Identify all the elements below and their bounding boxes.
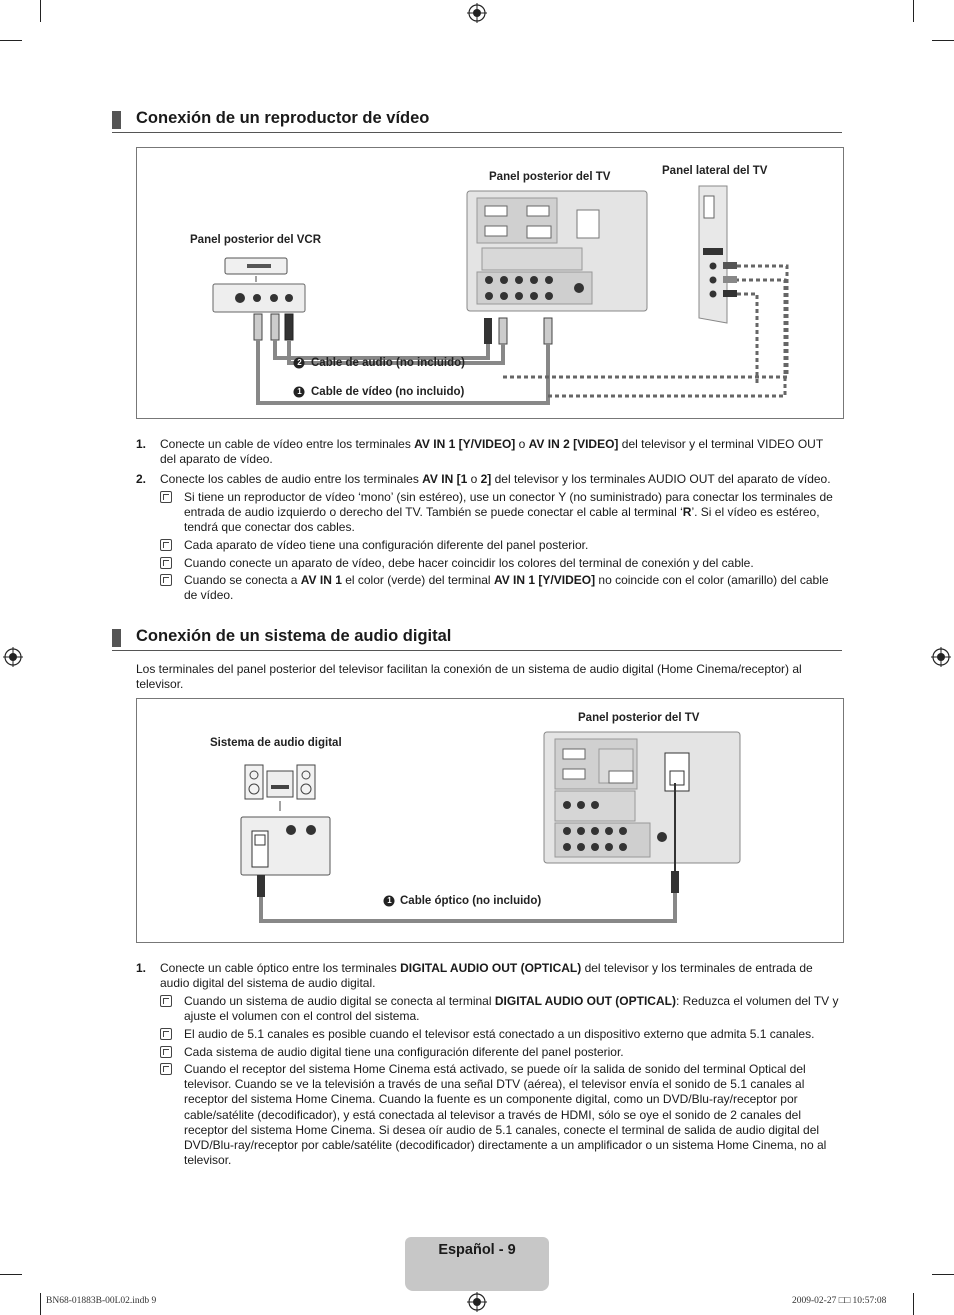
audio-system-label: Sistema de audio digital bbox=[210, 737, 342, 749]
note-icon bbox=[160, 491, 172, 503]
registration-target-icon bbox=[3, 647, 23, 667]
note-item bbox=[160, 1062, 842, 1168]
step-item bbox=[136, 961, 842, 991]
note-icon bbox=[160, 1028, 172, 1040]
audio-cable-label: Cable de audio (no incluido) bbox=[311, 357, 465, 369]
tv-back-panel-label: Panel posterior del TV bbox=[578, 712, 700, 724]
note-item bbox=[160, 1027, 842, 1042]
section-heading-video bbox=[112, 110, 842, 133]
note-item bbox=[160, 538, 842, 553]
step-number: 1. bbox=[136, 961, 147, 975]
crop-mark bbox=[913, 0, 914, 22]
crop-mark bbox=[40, 1293, 41, 1315]
digital-audio-connection-diagram bbox=[136, 698, 844, 943]
video-wiring-illustration bbox=[137, 148, 843, 418]
note-text: Cada aparato de vídeo tiene una configuración diferente del panel posterior. bbox=[184, 538, 589, 552]
video-cable-label: Cable de vídeo (no incluido) bbox=[311, 386, 465, 398]
registration-target-icon bbox=[467, 3, 487, 23]
optical-cable-label: Cable óptico (no incluido) bbox=[400, 895, 542, 907]
crop-mark bbox=[913, 1293, 914, 1315]
step-number: 2. bbox=[136, 472, 147, 486]
step-text: Conecte un cable óptico entre los terminales DIGITAL AUDIO OUT (OPTICAL) del televisor y los terminales de entrada de audio digital del sistema de audio digital. bbox=[160, 961, 813, 991]
crop-mark bbox=[0, 40, 22, 41]
vcr-back-panel-label: Panel posterior del VCR bbox=[190, 234, 322, 246]
print-timestamp: 2009-02-27 □□ 10:57:08 bbox=[792, 1296, 887, 1306]
tv-back-panel-icon bbox=[467, 191, 647, 311]
crop-mark bbox=[0, 1274, 22, 1275]
note-text: Cuando conecte un aparato de vídeo, debe hacer coincidir los colores del terminal de conexión y del cable. bbox=[184, 556, 754, 570]
section-title: Conexión de un reproductor de vídeo bbox=[136, 109, 430, 127]
tv-side-panel-label: Panel lateral del TV bbox=[662, 165, 768, 177]
heading-bar bbox=[112, 111, 121, 129]
vcr-icon bbox=[213, 258, 305, 312]
crop-mark bbox=[932, 40, 954, 41]
cable-number-badge: 1 bbox=[387, 896, 392, 905]
step-item bbox=[136, 472, 842, 487]
page-label: Español - 9 bbox=[438, 1242, 516, 1258]
note-item bbox=[160, 556, 842, 571]
note-icon bbox=[160, 995, 172, 1007]
step-item bbox=[136, 437, 842, 467]
note-item bbox=[160, 1045, 842, 1060]
note-text: Cuando se conecta a AV IN 1 el color (verde) del terminal AV IN 1 [Y/VIDEO] no coincide con el color (amarillo) del cable de vídeo. bbox=[184, 573, 829, 603]
section-title: Conexión de un sistema de audio digital bbox=[136, 627, 452, 645]
section-intro: Los terminales del panel posterior del televisor facilitan la conexión de un sistema de audio digital (Home Cinema/receptor) al televisor. bbox=[136, 662, 802, 692]
home-cinema-icon bbox=[241, 765, 330, 875]
step-text: Conecte los cables de audio entre los terminales AV IN [1 o 2] del televisor y los terminales AUDIO OUT del aparato de vídeo. bbox=[160, 472, 831, 486]
crop-mark bbox=[40, 0, 41, 22]
note-item bbox=[160, 994, 842, 1024]
note-icon bbox=[160, 557, 172, 569]
tv-back-panel-icon bbox=[544, 732, 740, 863]
note-icon bbox=[160, 1046, 172, 1058]
tv-back-panel-label: Panel posterior del TV bbox=[489, 171, 611, 183]
video-connection-diagram bbox=[136, 147, 844, 419]
registration-target-icon bbox=[931, 647, 951, 667]
step-number: 1. bbox=[136, 437, 147, 451]
note-item bbox=[160, 490, 842, 536]
note-text: El audio de 5.1 canales es posible cuando el televisor está conectado a un dispositivo externo que admita 5.1 canales. bbox=[184, 1027, 815, 1041]
section-heading-digital-audio bbox=[112, 628, 842, 651]
note-item bbox=[160, 573, 842, 603]
cable-number-badge: 1 bbox=[297, 387, 302, 396]
heading-bar bbox=[112, 629, 121, 647]
note-icon bbox=[160, 539, 172, 551]
crop-mark bbox=[932, 1274, 954, 1275]
note-text: Cuando un sistema de audio digital se conecta al terminal DIGITAL AUDIO OUT (OPTICAL): Reduzca el volumen del TV y ajuste el volumen con el control del sistema. bbox=[184, 994, 839, 1024]
note-text: Si tiene un reproductor de vídeo ‘mono’ (sin estéreo), use un conector Y (no suministrado) para conectar los terminales de entrada de audio izquierdo o derecho del TV. También se puede conectar el cable al terminal ‘R’. Si el vídeo es estéreo, tendrá que conectar dos cables. bbox=[184, 490, 833, 535]
cable-number-badge: 2 bbox=[297, 358, 302, 367]
step-text: Conecte un cable de vídeo entre los terminales AV IN 1 [Y/VIDEO] o AV IN 2 [VIDEO] del televisor y el terminal VIDEO OUT del aparato de vídeo. bbox=[160, 437, 823, 467]
note-text: Cada sistema de audio digital tiene una configuración diferente del panel posterior. bbox=[184, 1045, 624, 1059]
note-icon bbox=[160, 574, 172, 586]
registration-target-icon bbox=[467, 1292, 487, 1312]
tv-side-panel-icon bbox=[699, 186, 727, 323]
file-info: BN68-01883B-00L02.indb 9 bbox=[46, 1296, 157, 1306]
note-text: Cuando el receptor del sistema Home Cinema está activado, se puede oír la salida de sonido del terminal Optical del televisor. Cuando se ve la televisión a través de una señal DTV (aérea), el televisor envía el sonido de 5.1 canales al receptor del sistema Home Cinema. Cuando la fuente es un componente digital, como un DVD/Blu-ray/receptor por cable/satélite (decodificador), y está conectada al televisor a través de HDMI, sólo se oye el sonido de 2 canales del receptor del sistema Home Cinema. Si desea oír audio de 5.1 canales, conecte el terminal de salida de audio digital del DVD/Blu-ray/receptor por cable/satélite (decodificador) directamente a un amplificador o un sistema Home Cinema, no al televisor. bbox=[184, 1062, 827, 1168]
page-number-tab bbox=[405, 1237, 549, 1291]
note-icon bbox=[160, 1063, 172, 1075]
